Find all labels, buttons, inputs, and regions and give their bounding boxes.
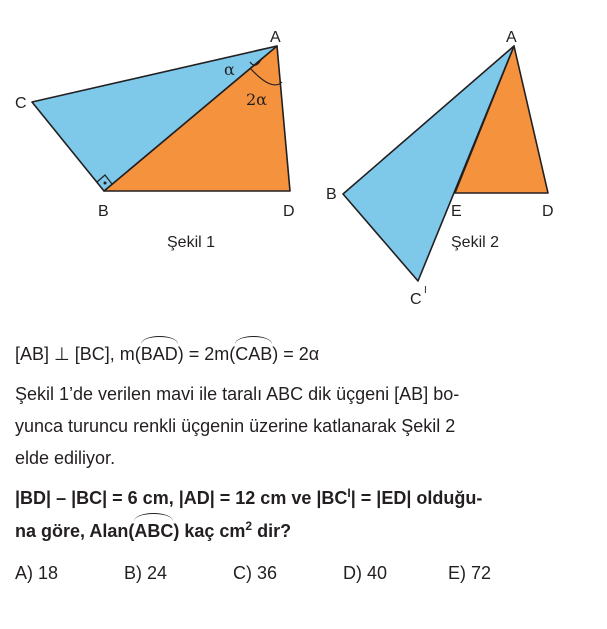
fig2-label-e: E [451,203,462,220]
given-part-1: [AB] ⊥ [BC], m( [15,344,141,364]
condition-line-2 [15,520,291,542]
choice-c[interactable]: C) 36 [233,563,278,583]
fig1-angle-label-alpha: α [224,60,235,79]
condition-part-4: ) kaç cm [173,521,246,541]
body-line-2: yunca turuncu renkli üçgenin üzerine katlanarak Şekil 2 [15,416,456,436]
figure-2 [326,29,554,308]
condition-part-5: dir? [252,521,292,541]
fig1-angle-label-2alpha: 2α [246,90,267,109]
fig2-label-b: B [326,186,337,203]
figure-1 [15,29,295,251]
given-statement [15,343,319,365]
angle-cab: CAB [235,344,273,364]
fig1-caption: Şekil 1 [167,234,216,251]
condition-squared: 2 [245,519,253,533]
given-part-2: ) = 2m( [177,344,236,364]
fig2-label-d: D [542,203,554,220]
fig2-label-c-prime-mark: I [424,285,427,296]
fig1-label-c: C [15,95,27,112]
body-line-3: elde ediliyor. [15,448,116,468]
condition-prime-mark: I [347,486,351,500]
condition-part-1: |BD| – |BC| = 6 cm, |AD| = 12 cm ve |BC [15,488,348,508]
choice-d[interactable]: D) 40 [343,563,388,583]
choice-b[interactable]: B) 24 [124,563,168,583]
choice-a[interactable]: A) 18 [15,563,59,583]
fig1-label-a: A [270,29,281,46]
angle-abc: ABC [134,521,174,541]
given-part-3: ) = 2α [272,344,320,364]
body-line-1: Şekil 1’de verilen mavi ile taralı ABC dik üçgeni [AB] bo- [15,384,460,404]
condition-part-2: | = |ED| olduğu- [350,488,483,508]
fig1-label-d: D [283,203,295,220]
fig2-caption: Şekil 2 [451,234,500,251]
fig1-label-b: B [98,203,109,220]
condition-part-3: na göre, Alan( [15,521,135,541]
angle-bad: BAD [140,344,178,364]
condition-line-1 [15,487,482,509]
choice-e[interactable]: E) 72 [448,563,492,583]
fig2-label-a: A [506,29,517,46]
fig1-right-angle-dot [104,182,107,185]
fig2-label-c-prime: C [410,291,422,308]
